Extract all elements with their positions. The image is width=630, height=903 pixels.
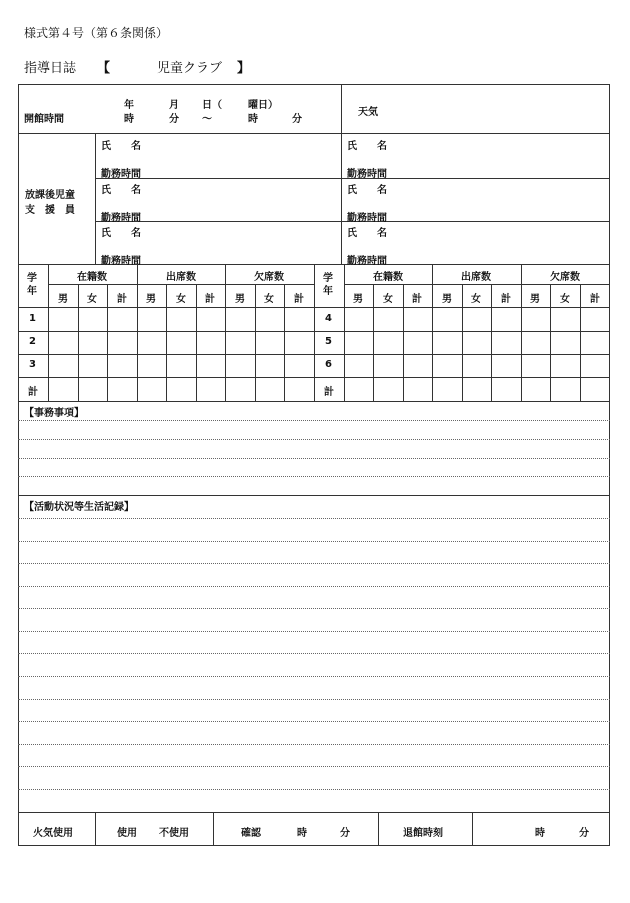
- male-header: 男: [235, 294, 245, 305]
- divider: [78, 284, 79, 401]
- divider: [341, 84, 342, 133]
- female-header: 女: [87, 294, 97, 305]
- title-prefix: 指導日誌: [24, 61, 77, 76]
- weekday-label: 曜日）: [248, 100, 278, 111]
- total-header: 計: [501, 294, 511, 305]
- divider: [491, 284, 492, 401]
- present-header: 出席数: [166, 272, 196, 283]
- ruled-line: [18, 420, 610, 421]
- total-header: 計: [205, 294, 215, 305]
- total-header: 計: [590, 294, 600, 305]
- ruled-line: [18, 608, 610, 609]
- divider: [462, 284, 463, 401]
- club-name-label: 児童クラブ: [157, 61, 223, 76]
- divider: [378, 812, 379, 846]
- total-header: 計: [117, 294, 127, 305]
- ruled-line: [18, 721, 610, 722]
- grade-1-label: 1: [29, 313, 36, 324]
- use-option: 使用: [117, 828, 137, 839]
- divider: [18, 401, 610, 402]
- divider: [432, 264, 433, 401]
- staff-name-label: 氏 名: [101, 228, 141, 239]
- ruled-line: [18, 586, 610, 587]
- ruled-line: [18, 476, 610, 477]
- left-total-label: 計: [28, 387, 38, 398]
- divider: [341, 133, 342, 264]
- tilde-label: 〜: [202, 114, 212, 125]
- divider: [166, 284, 167, 401]
- divider: [18, 495, 610, 496]
- day-label: 日（: [202, 100, 222, 111]
- office-notes-label: 【事務事項】: [24, 408, 84, 419]
- ruled-line: [18, 789, 610, 790]
- ruled-line: [18, 744, 610, 745]
- staff-name-label: 氏 名: [347, 141, 387, 152]
- female-header: 女: [560, 294, 570, 305]
- divider: [550, 284, 551, 401]
- divider: [403, 284, 404, 401]
- divider: [213, 812, 214, 846]
- not-use-option: 不使用: [159, 828, 189, 839]
- enrolled-header: 在籍数: [373, 272, 403, 283]
- opening-time-label: 開館時間: [24, 114, 64, 125]
- title-bracket-open: 【: [97, 61, 111, 76]
- divider: [18, 133, 610, 134]
- month-label: 月: [169, 100, 179, 111]
- male-header: 男: [442, 294, 452, 305]
- grade-label-left: 学年: [27, 273, 37, 297]
- right-total-label: 計: [324, 387, 334, 398]
- ruled-line: [18, 458, 610, 459]
- fire-use-label: 火気使用: [33, 828, 73, 839]
- staff-hours-label: 勤務時間: [347, 169, 387, 180]
- divider: [580, 284, 581, 401]
- ruled-line: [18, 653, 610, 654]
- staff-hours-label: 勤務時間: [347, 256, 387, 267]
- divider: [137, 264, 138, 401]
- male-header: 男: [530, 294, 540, 305]
- divider: [284, 284, 285, 401]
- male-header: 男: [146, 294, 156, 305]
- end-hour-label: 時: [248, 114, 258, 125]
- ruled-line: [18, 439, 610, 440]
- grade-3-label: 3: [29, 359, 36, 370]
- title-bracket-close: 】: [237, 61, 251, 76]
- absent-header: 欠席数: [254, 272, 284, 283]
- divider: [255, 284, 256, 401]
- staff-hours-label: 勤務時間: [101, 213, 141, 224]
- ruled-line: [18, 563, 610, 564]
- divider: [314, 264, 315, 401]
- grade-label-right: 学年: [323, 273, 333, 297]
- enrolled-header: 在籍数: [77, 272, 107, 283]
- male-header: 男: [58, 294, 68, 305]
- weather-label: 天気: [358, 107, 378, 118]
- ruled-line: [18, 541, 610, 542]
- ruled-line: [18, 676, 610, 677]
- leave-minute-label: 分: [579, 828, 589, 839]
- staff-name-label: 氏 名: [101, 185, 141, 196]
- female-header: 女: [264, 294, 274, 305]
- present-header: 出席数: [461, 272, 491, 283]
- activity-record-label: 【活動状況等生活記録】: [24, 502, 134, 513]
- start-hour-label: 時: [124, 114, 134, 125]
- divider: [344, 284, 610, 285]
- leave-hour-label: 時: [535, 828, 545, 839]
- year-label: 年: [124, 100, 134, 111]
- form-number: 様式第４号（第６条関係）: [24, 26, 169, 40]
- staff-hours-label: 勤務時間: [347, 213, 387, 224]
- grade-2-label: 2: [29, 336, 36, 347]
- divider: [225, 264, 226, 401]
- staff-hours-label: 勤務時間: [101, 169, 141, 180]
- journal-form: [18, 84, 610, 846]
- divider: [48, 284, 314, 285]
- staff-name-label: 氏 名: [347, 228, 387, 239]
- grade-6-label: 6: [325, 359, 332, 370]
- divider: [18, 812, 610, 813]
- start-minute-label: 分: [169, 114, 179, 125]
- divider: [107, 284, 108, 401]
- female-header: 女: [176, 294, 186, 305]
- ruled-line: [18, 766, 610, 767]
- absent-header: 欠席数: [550, 272, 580, 283]
- end-minute-label: 分: [292, 114, 302, 125]
- grade-5-label: 5: [325, 336, 332, 347]
- staff-hours-label: 勤務時間: [101, 256, 141, 267]
- ruled-line: [18, 631, 610, 632]
- divider: [196, 284, 197, 401]
- confirm-label: 確認: [241, 828, 261, 839]
- divider: [95, 812, 96, 846]
- ruled-line: [18, 518, 610, 519]
- ruled-line: [18, 699, 610, 700]
- staff-name-label: 氏 名: [347, 185, 387, 196]
- confirm-minute-label: 分: [340, 828, 350, 839]
- total-header: 計: [294, 294, 304, 305]
- divider: [48, 264, 49, 401]
- divider: [373, 284, 374, 401]
- divider: [521, 264, 522, 401]
- divider: [344, 264, 345, 401]
- grade-4-label: 4: [325, 313, 332, 324]
- leave-time-label: 退館時刻: [403, 828, 443, 839]
- female-header: 女: [383, 294, 393, 305]
- staff-label: 放課後児童: [25, 190, 75, 201]
- male-header: 男: [353, 294, 363, 305]
- confirm-hour-label: 時: [297, 828, 307, 839]
- total-header: 計: [412, 294, 422, 305]
- staff-name-label: 氏 名: [101, 141, 141, 152]
- staff-label-line2: 支 援 員: [25, 205, 75, 216]
- divider: [95, 133, 96, 264]
- divider: [472, 812, 473, 846]
- female-header: 女: [471, 294, 481, 305]
